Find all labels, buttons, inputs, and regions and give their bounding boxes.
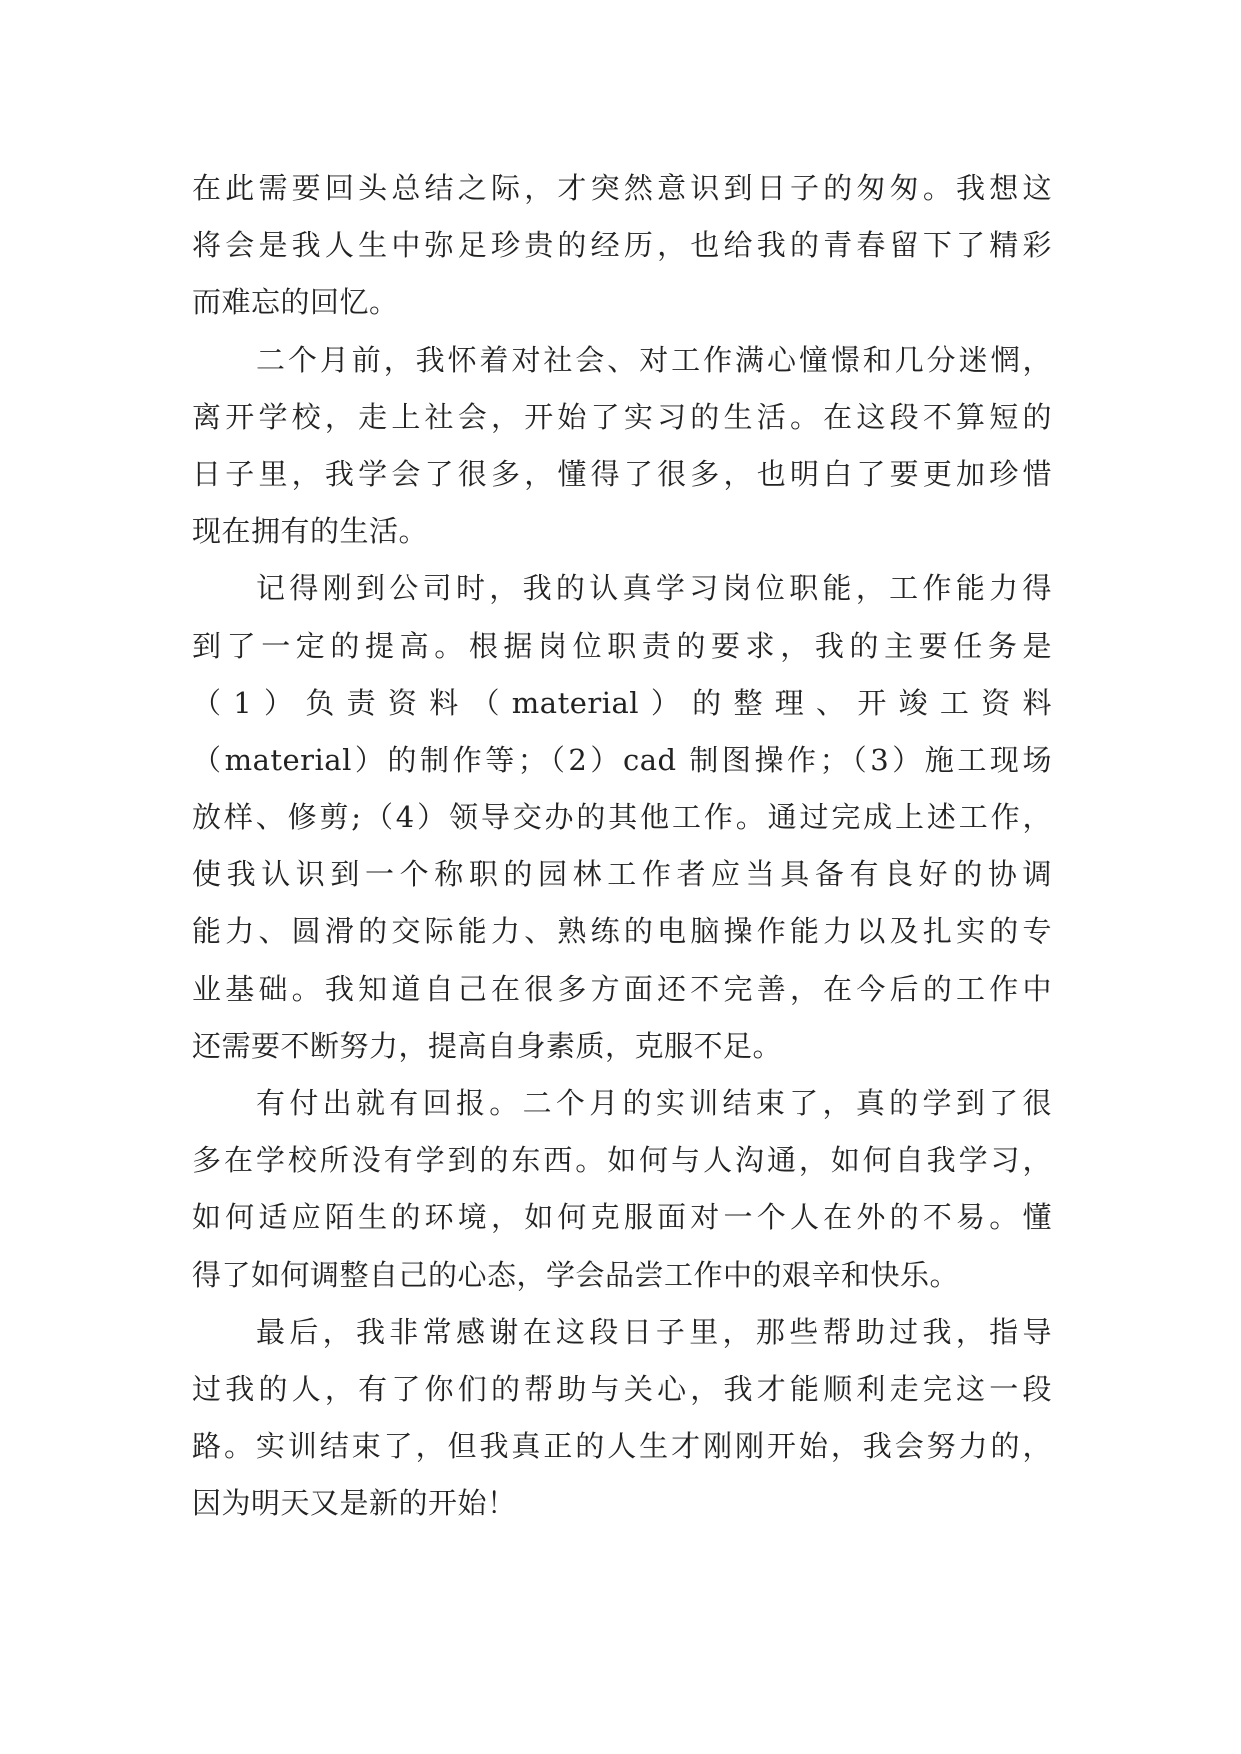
text-line: 有付出就有回报。二个月的实训结束了，真的学到了很	[256, 1086, 1052, 1120]
text-line: 放样、修剪;（4）领导交办的其他工作。通过完成上述工作，	[192, 800, 1052, 835]
text-line: 二个月前，我怀着对社会、对工作满心憧憬和几分迷惘，	[256, 342, 1052, 377]
text-line: 多在学校所没有学到的东西。如何与人沟通，如何自我学习，	[192, 1143, 1052, 1178]
text-line: 路。实训结束了，但我真正的人生才刚刚开始，我会努力的，	[192, 1429, 1052, 1464]
paragraph	[192, 332, 1052, 561]
paragraph	[192, 560, 1052, 1075]
text-line: 到了一定的提高。根据岗位职责的要求，我的主要任务是	[192, 628, 1052, 663]
paragraph	[192, 1304, 1052, 1533]
text-line: 记得刚到公司时，我的认真学习岗位职能，工作能力得	[256, 571, 1052, 606]
text-line: 如何适应陌生的环境，如何克服面对一个人在外的不易。懂	[192, 1200, 1052, 1235]
text-line: 现在拥有的生活。	[192, 514, 429, 549]
text-line: （material）的制作等；（2）cad 制图操作；（3）施工现场	[192, 742, 1052, 777]
text-line: 日子里，我学会了很多，懂得了很多，也明白了要更加珍惜	[192, 456, 1052, 491]
text-line: 使我认识到一个称职的园林工作者应当具备有良好的协调	[192, 857, 1052, 892]
text-line: 业基础。我知道自己在很多方面还不完善，在今后的工作中	[192, 971, 1052, 1006]
text-line: 过我的人，有了你们的帮助与关心，我才能顺利走完这一段	[192, 1371, 1052, 1406]
text-line: 得了如何调整自己的心态，学会品尝工作中的艰辛和快乐。	[192, 1257, 960, 1292]
text-line: 能力、圆滑的交际能力、熟练的电脑操作能力以及扎实的专	[192, 914, 1052, 949]
text-line: 在此需要回头总结之际，才突然意识到日子的匆匆。我想这	[192, 171, 1052, 205]
document-body	[192, 160, 1052, 1533]
text-line: 离开学校，走上社会，开始了实习的生活。在这段不算短的	[192, 399, 1052, 434]
text-line: 将会是我人生中弥足珍贵的经历，也给我的青春留下了精彩	[192, 228, 1052, 263]
text-line: （1）负责资料（material）的整理、开竣工资料	[192, 685, 1052, 720]
text-line: 还需要不断努力，提高自身素质，克服不足。	[192, 1028, 783, 1063]
paragraph	[192, 1075, 1052, 1304]
text-line: 最后，我非常感谢在这段日子里，那些帮助过我，指导	[256, 1314, 1052, 1349]
text-line: 因为明天又是新的开始！	[192, 1486, 517, 1521]
paragraph	[192, 160, 1052, 332]
text-line: 而难忘的回忆。	[192, 285, 399, 320]
